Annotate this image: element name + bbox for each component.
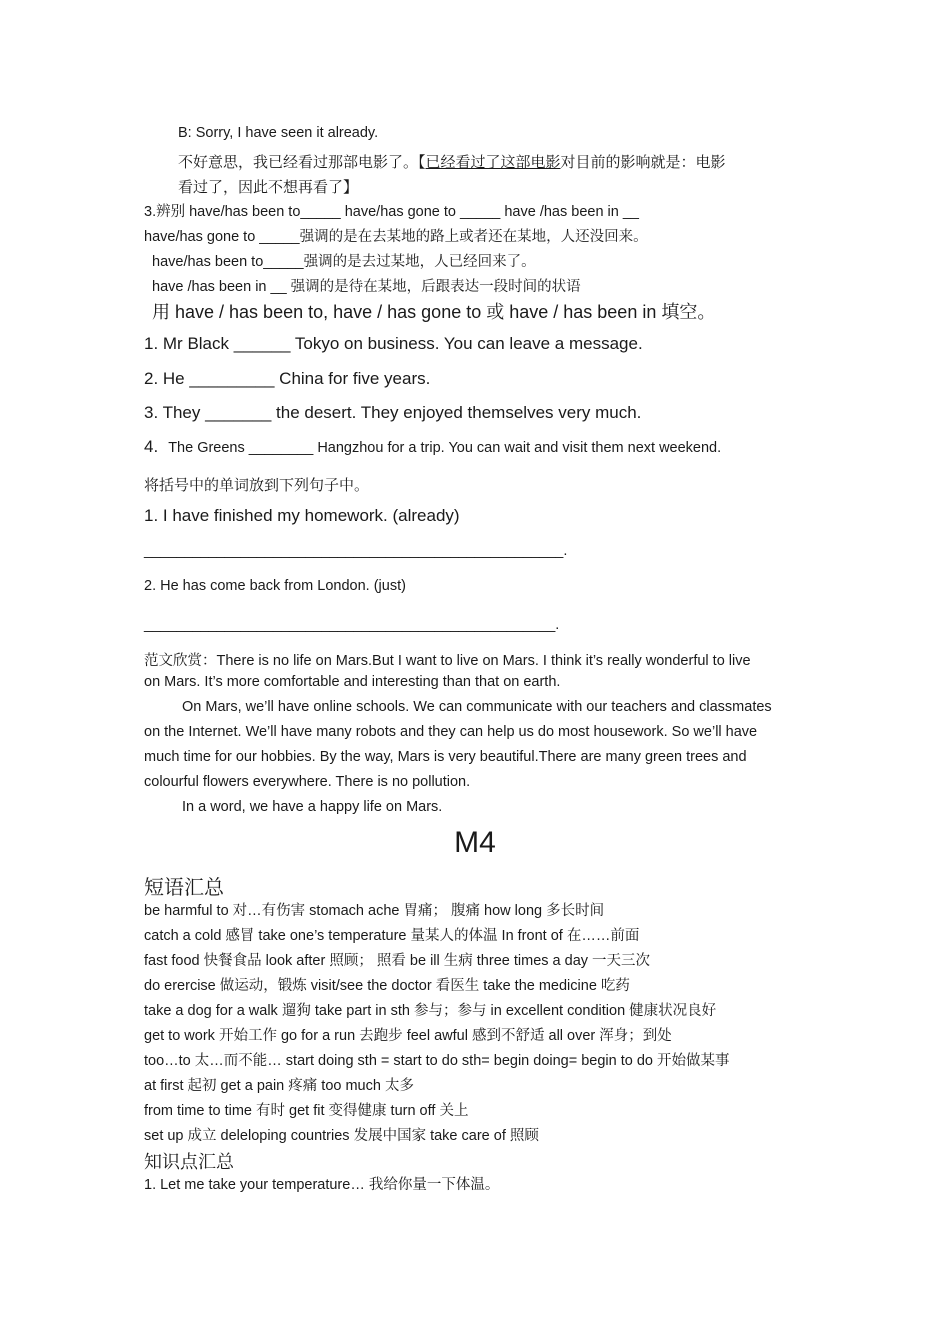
phrase-line: get to work 开始工作 go for a run 去跑步 feel awful 感到不舒适 all over 浑身；到处: [144, 1028, 672, 1044]
dialog-cn-line2: 看过了，因此不想再看了】: [178, 179, 359, 196]
place-item-1: 1. I have finished my homework. (already): [144, 506, 460, 525]
phrases-title: 短语汇总: [144, 877, 224, 899]
place-item-2: 2. He has come back from London. (just): [144, 578, 406, 594]
dialog-cn-part-a: 不好意思，我已经看过那部电影了。【: [178, 154, 426, 171]
phrase-line: from time to time 有时 get fit 变得健康 turn off 关上: [144, 1103, 469, 1119]
been-to-note: have/has been to_____强调的是去过某地，人已经回来了。: [152, 254, 536, 270]
phrase-line: do erercise 做运动，锻炼 visit/see the doctor 看医生 take the medicine 吃药: [144, 978, 630, 994]
gone-to-note: have/has gone to _____强调的是在去某地的路上或者还在某地，人还没回来。: [144, 229, 648, 245]
essay-line: On Mars, we’ll have online schools. We can communicate with our teachers and classmates: [182, 699, 772, 715]
fill-item: 3. They _______ the desert. They enjoyed themselves very much.: [144, 403, 642, 422]
fill-item: 1. Mr Black ______ Tokyo on business. You can leave a message.: [144, 334, 643, 353]
fill-item-4: [144, 437, 721, 457]
fill-item: 2. He _________ China for five years.: [144, 369, 431, 388]
knowledge-item: 1. Let me take your temperature… 我给你量一下体温。: [144, 1177, 500, 1193]
section-heading-m4: M4: [454, 826, 496, 859]
essay-line: 范文欣赏：There is no life on Mars.But I want to live on Mars. I think it’s really wonderful to live: [144, 653, 751, 669]
dialog-cn-part-c: 对目前的影响就是：电影: [560, 154, 726, 171]
dialog-cn-underlined: 已经看过了这部电影: [425, 154, 561, 171]
essay-line: much time for our hobbies. By the way, Mars is very beautiful.There are many green trees and: [144, 749, 747, 765]
distinguish-title: 3.辨别 have/has been to_____ have/has gone to _____ have /has been in __: [144, 204, 639, 220]
dialog-b-line: B: Sorry, I have seen it already.: [178, 125, 379, 141]
essay-line: In a word, we have a happy life on Mars.: [182, 799, 443, 815]
place-instruction: 将括号中的单词放到下列句子中。: [144, 477, 370, 494]
essay-line: colourful flowers everywhere. There is no pollution.: [144, 774, 471, 790]
phrase-line: at first 起初 get a pain 疼痛 too much 太多: [144, 1078, 414, 1094]
knowledge-title: 知识点汇总: [144, 1152, 234, 1172]
fill-item-4-text: The Greens ________ Hangzhou for a trip. You can wait and visit them next weekend.: [168, 440, 722, 456]
phrase-line: catch a cold 感冒 take one’s temperature 量某人的体温 In front of 在……前面: [144, 928, 640, 944]
fill-item-4-number: 4.: [144, 437, 159, 456]
been-in-note: have /has been in __ 强调的是待在某地，后跟表达一段时间的状语: [152, 279, 581, 295]
phrase-line: set up 成立 deleloping countries 发展中国家 take care of 照顾: [144, 1128, 539, 1144]
dialog-cn-line1: [178, 151, 726, 172]
phrase-line: take a dog for a walk 遛狗 take part in sth 参与；参与 in excellent condition 健康状况良好: [144, 1003, 717, 1019]
phrase-line: too…to 太…而不能… start doing sth = start to do sth= begin doing= begin to do 开始做某事: [144, 1053, 730, 1069]
fill-instruction: 用 have / has been to, have / has gone to 或 have / has been in 填空。: [152, 302, 716, 322]
phrase-line: fast food 快餐食品 look after 照顾； 照看 be ill 生病 three times a day 一天三次: [144, 953, 651, 969]
phrase-line: be harmful to 对…有伤害 stomach ache 胃痛； 腹痛 how long 多长时间: [144, 903, 605, 919]
answer-line-1: ____________________________________________________.: [144, 543, 568, 559]
answer-line-2: ___________________________________________________.: [144, 617, 560, 633]
essay-line: on Mars. It’s more comfortable and interesting than that on earth.: [144, 674, 561, 690]
essay-line: on the Internet. We’ll have many robots and they can help us do most housework. So we’ll have: [144, 724, 758, 740]
